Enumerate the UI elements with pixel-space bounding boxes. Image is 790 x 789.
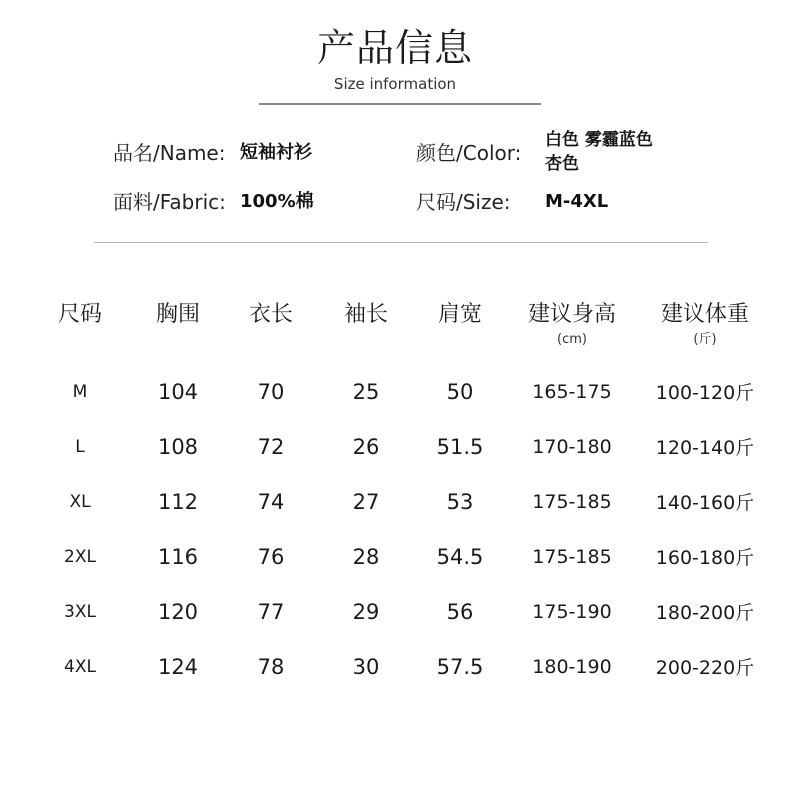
table-row xyxy=(30,474,770,529)
cell-weight: 160-180斤 xyxy=(655,547,755,569)
cell-sleeve: 28 xyxy=(352,544,380,569)
cell-height: 165-175 xyxy=(532,380,612,403)
cell-chest: 112 xyxy=(157,489,199,514)
page-subtitle: Size information xyxy=(333,75,457,93)
table-row xyxy=(30,419,770,474)
size-label: 尺码/Size: xyxy=(416,190,511,214)
cell-size: L xyxy=(75,436,85,457)
name-label: 品名/Name: xyxy=(113,141,226,165)
color-value-2: 雾霾蓝色 xyxy=(584,130,653,150)
cell-height: 170-180 xyxy=(532,435,612,458)
cell-shoulder: 57.5 xyxy=(436,654,484,679)
cell-shoulder: 50 xyxy=(446,379,474,404)
cell-height: 180-190 xyxy=(532,655,612,678)
cell-weight: 180-200斤 xyxy=(655,602,755,624)
cell-size: XL xyxy=(69,491,91,512)
header-height-unit: (cm) xyxy=(557,332,587,347)
name-value: 短袖衬衫 xyxy=(240,142,312,163)
header-weight-unit: (斤) xyxy=(693,332,717,347)
header-size: 尺码 xyxy=(57,302,102,327)
cell-length: 72 xyxy=(257,434,285,459)
fabric-value: 100%棉 xyxy=(240,191,314,212)
cell-chest: 116 xyxy=(157,544,199,569)
cell-height: 175-185 xyxy=(532,545,612,568)
header-chest: 胸围 xyxy=(155,302,200,327)
cell-weight: 200-220斤 xyxy=(655,657,755,679)
cell-length: 74 xyxy=(257,489,285,514)
table-row xyxy=(30,529,770,584)
info-divider xyxy=(94,242,708,243)
cell-size: 4XL xyxy=(64,656,96,677)
cell-chest: 124 xyxy=(157,654,199,679)
cell-sleeve: 25 xyxy=(352,379,380,404)
header-weight: 建议体重 (斤) xyxy=(640,296,770,364)
cell-length: 78 xyxy=(257,654,285,679)
cell-sleeve: 27 xyxy=(352,489,380,514)
cell-chest: 108 xyxy=(157,434,199,459)
cell-sleeve: 30 xyxy=(352,654,380,679)
header-sleeve: 袖长 xyxy=(343,302,388,327)
table-row xyxy=(30,364,770,419)
table-header-row xyxy=(30,296,770,364)
cell-height: 175-190 xyxy=(532,600,612,623)
header-length: 衣长 xyxy=(248,302,293,327)
cell-sleeve: 29 xyxy=(352,599,380,624)
cell-size: M xyxy=(72,381,88,402)
table-row xyxy=(30,584,770,639)
header-height: 建议身高 (cm) xyxy=(504,296,640,364)
title-divider xyxy=(259,103,541,105)
color-values xyxy=(545,128,695,176)
header-shoulder: 肩宽 xyxy=(437,302,482,327)
cell-sleeve: 26 xyxy=(352,434,380,459)
cell-height: 175-185 xyxy=(532,490,612,513)
color-value-1: 白色 xyxy=(545,130,579,150)
size-chart-table xyxy=(30,296,770,694)
color-value-3: 杏色 xyxy=(545,154,579,174)
cell-chest: 104 xyxy=(157,379,199,404)
cell-size: 3XL xyxy=(64,601,96,622)
cell-shoulder: 53 xyxy=(446,489,474,514)
color-label: 颜色/Color: xyxy=(416,141,522,165)
cell-length: 70 xyxy=(257,379,285,404)
cell-weight: 140-160斤 xyxy=(655,492,755,514)
cell-length: 77 xyxy=(257,599,285,624)
cell-shoulder: 56 xyxy=(446,599,474,624)
cell-length: 76 xyxy=(257,544,285,569)
size-value: M-4XL xyxy=(545,191,609,212)
cell-weight: 100-120斤 xyxy=(655,382,755,404)
cell-shoulder: 51.5 xyxy=(436,434,484,459)
cell-size: 2XL xyxy=(64,546,96,567)
table-row xyxy=(30,639,770,694)
cell-weight: 120-140斤 xyxy=(655,437,755,459)
page-title: 产品信息 xyxy=(316,26,473,70)
fabric-label: 面料/Fabric: xyxy=(113,190,226,214)
cell-shoulder: 54.5 xyxy=(436,544,484,569)
cell-chest: 120 xyxy=(157,599,199,624)
